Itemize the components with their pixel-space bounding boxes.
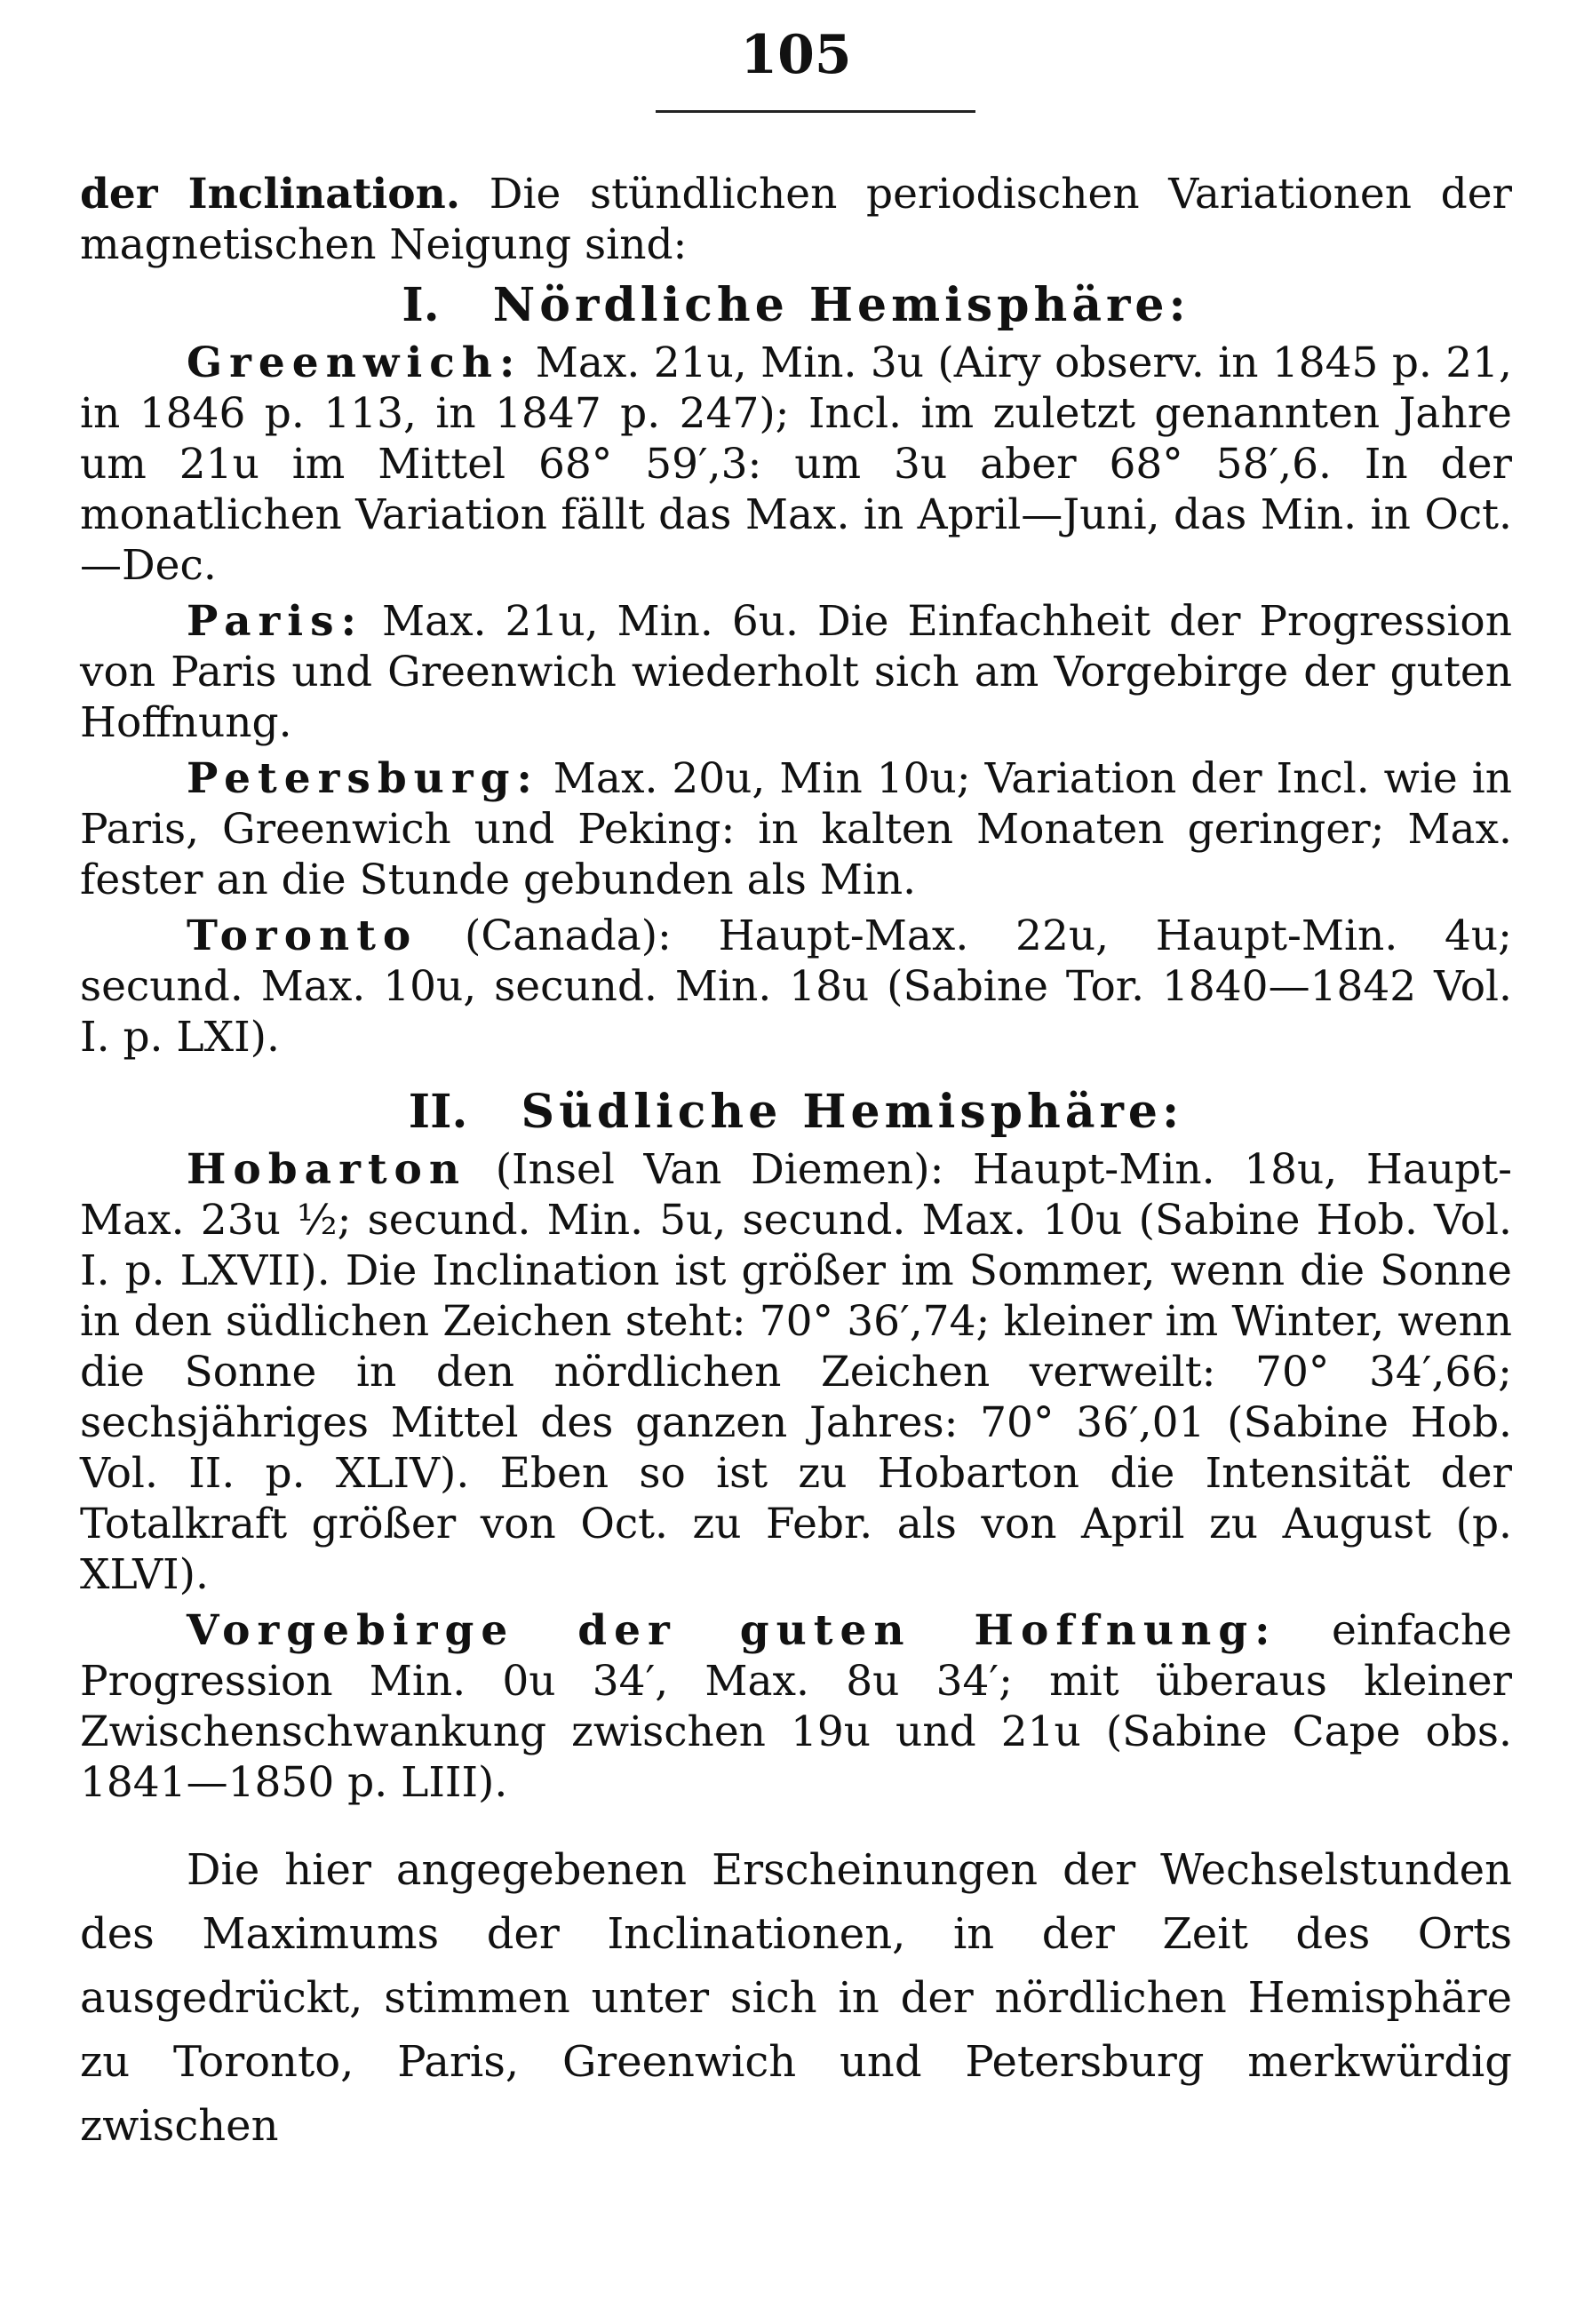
entry-place: Vorgebirge der guten Hoffnung:: [187, 1606, 1278, 1655]
entry-toronto: [80, 911, 1512, 1063]
intro-lead: der Inclination.: [80, 170, 461, 219]
entry-petersburg: [80, 753, 1512, 905]
section-numeral: I.: [402, 278, 440, 332]
intro-paragraph: [80, 169, 1512, 270]
entry-place: Hobarton: [187, 1145, 467, 1194]
section-title: Südliche Hemisphäre:: [521, 1085, 1184, 1139]
entry-place: Greenwich:: [187, 338, 522, 387]
entry-hobarton: [80, 1144, 1512, 1600]
entry-text: Max. 21u, Min. 6u. Die Einfachheit der Progression von Paris und Greenwich wiederholt sich am Vorgebirge der guten Hoffnung.: [80, 597, 1512, 747]
intro-text: Die stündlichen periodischen Variationen der magnetischen Neigung sind:: [80, 170, 1512, 269]
section-title: Nördliche Hemisphäre:: [492, 278, 1190, 332]
section-heading-south: [80, 1080, 1512, 1144]
section-numeral: II.: [408, 1085, 468, 1139]
page-body: [80, 169, 1512, 2158]
entry-greenwich: [80, 338, 1512, 591]
entry-cape-of-good-hope: [80, 1605, 1512, 1808]
entry-paris: [80, 596, 1512, 748]
entry-place: Toronto: [187, 911, 418, 960]
closing-paragraph: Die hier angegebenen Erscheinungen der Wechselstunden des Maximums der Inclinationen, in der Zeit des Orts ausgedrückt, stimmen unter sich in der nördlichen Hemisphäre zu Toronto, Paris, Greenwich und Petersburg merkwürdig zwischen: [80, 1845, 1512, 2151]
entry-place: Petersburg:: [187, 754, 539, 803]
entry-text: Max. 20u, Min 10u; Variation der Incl. wie in Paris, Greenwich und Peking: in kalten Monaten geringer; Max. fester an die Stunde gebunden als Min.: [80, 754, 1512, 904]
entry-text: einfache Progression Min. 0u 34′, Max. 8u 34′; mit überaus kleiner Zwischenschwankung zwischen 19u und 21u (Sabine Cape obs. 1841—1850 p. LIII).: [80, 1606, 1512, 1807]
entry-text: (Canada): Haupt-Max. 22u, Haupt-Min. 4u; secund. Max. 10u, secund. Min. 18u (Sabine Tor. 1840—1842 Vol. I. p. LXI).: [80, 911, 1512, 1062]
header-rule: [656, 110, 975, 113]
page-number: 105: [740, 24, 852, 86]
entry-place: Paris:: [187, 597, 363, 646]
entry-text: (Insel Van Diemen): Haupt-Min. 18u, Haupt-Max. 23u ½; secund. Min. 5u, secund. Max. 10u (Sabine Hob. Vol. I. p. LXVII). Die Inclination ist größer im Sommer, wenn die Sonne in den südlichen Zeichen steht: 70° 36′,74; kleiner im Winter, wenn die Sonne in den nördlichen Zeichen verweilt: 70° 34′,66; sechsjähriges Mittel des ganzen Jahres: 70° 36′,01 (Sabine Hob. Vol. II. p. XLIV). Eben so ist zu Hobarton die Intensität der Totalkraft größer von Oct. zu Febr. als von April zu August (p. XLVI).: [80, 1145, 1512, 1599]
entry-text: Max. 21u, Min. 3u (Airy observ. in 1845 p. 21, in 1846 p. 113, in 1847 p. 247); Incl. im zuletzt genannten Jahre um 21u im Mittel 68° 59′,3: um 3u aber 68° 58′,6. In der monatlichen Variation fällt das Max. in April—Juni, das Min. in Oct.—Dec.: [80, 338, 1512, 590]
section-heading-north: [80, 274, 1512, 338]
